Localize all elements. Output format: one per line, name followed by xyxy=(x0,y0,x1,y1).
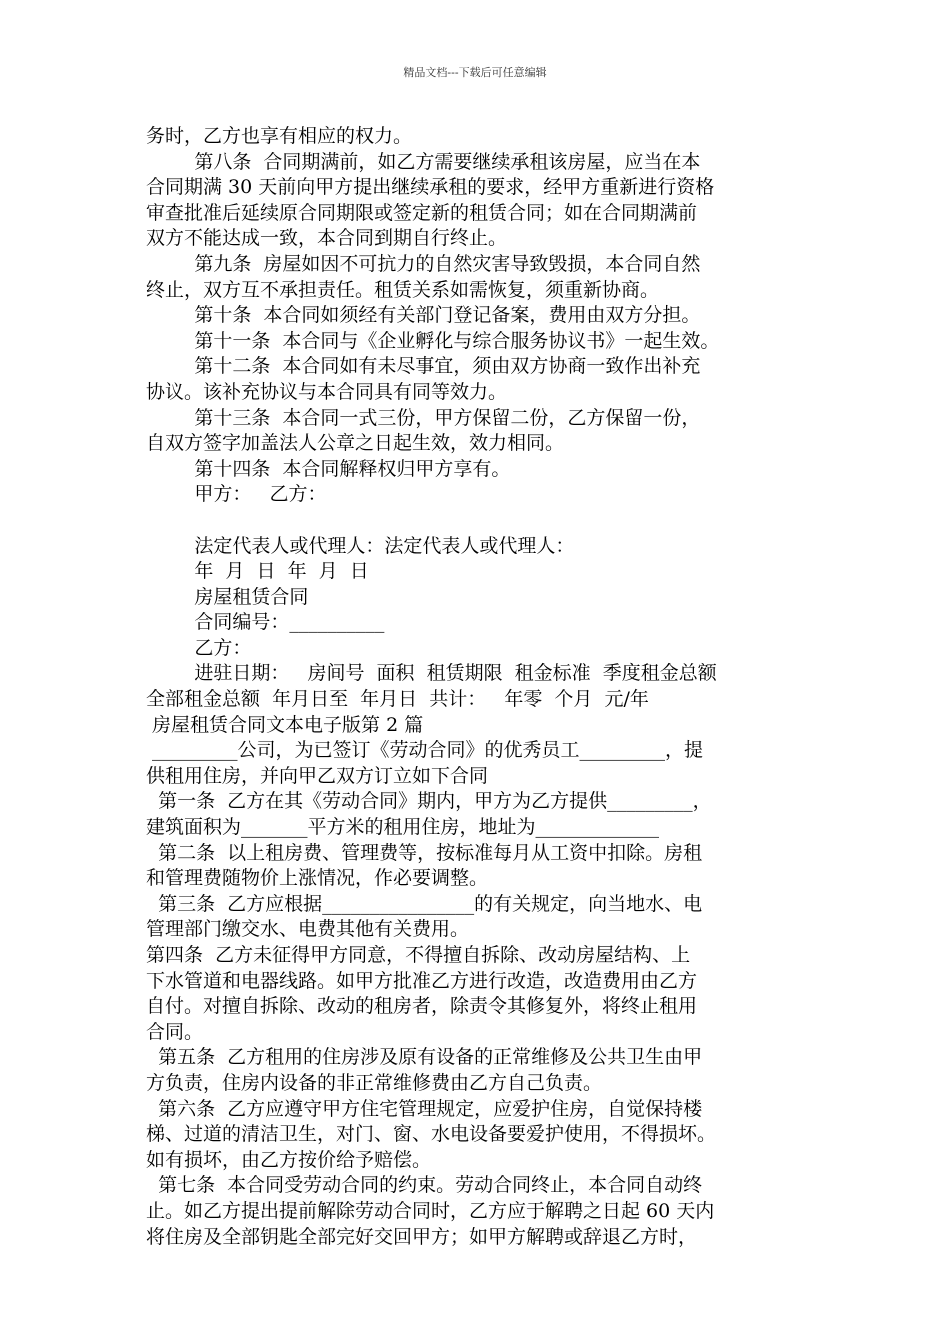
text-line: 第三条 乙方应根据________________的有关规定，向当地水、电 xyxy=(146,892,703,915)
text-line: 双方不能达成一致，本合同到期自行终止。 xyxy=(146,227,508,250)
text-line: 第十三条 本合同一式三份，甲方保留二份，乙方保留一份， xyxy=(146,406,701,429)
text-line: 法定代表人或代理人：法定代表人或代理人： xyxy=(146,534,575,557)
text-line: 房屋租赁合同文本电子版第 2 篇 xyxy=(146,713,424,736)
text-line: 管理部门缴交水、电费其他有关费用。 xyxy=(146,918,470,941)
text-line: 如有损坏，由乙方按价给予赔偿。 xyxy=(146,1148,432,1171)
text-line: 年 月 日 年 月 日 xyxy=(146,560,369,583)
text-line: 建筑面积为_______平方米的租用住房，地址为_____________ xyxy=(146,816,660,839)
text-line: 第二条 以上租房费、管理费等，按标准每月从工资中扣除。房租 xyxy=(146,841,703,864)
text-line: 自双方签字加盖法人公章之日起生效，效力相同。 xyxy=(146,432,565,455)
text-line: 止。如乙方提出提前解除劳动合同时，乙方应于解聘之日起 60 天内 xyxy=(146,1199,715,1222)
text-line: 第七条 本合同受劳动合同的约束。劳动合同终止，本合同自动终 xyxy=(146,1174,703,1197)
text-line: 合同编号：__________ xyxy=(146,611,385,634)
text-line: 第五条 乙方租用的住房涉及原有设备的正常维修及公共卫生由甲 xyxy=(146,1046,703,1069)
text-line: 和管理费随物价上涨情况，作必要调整。 xyxy=(146,867,489,890)
text-line: 梯、过道的清洁卫生，对门、窗、水电设备要爱护使用，不得损坏。 xyxy=(146,1123,717,1146)
text-line: 进驻日期： 房间号 面积 租赁期限 租金标准 季度租金总额 xyxy=(146,662,717,685)
text-line: 第十一条 本合同与《企业孵化与综合服务协议书》一起生效。 xyxy=(146,329,720,352)
text-line: 合同。 xyxy=(146,1020,204,1043)
text-line: 将住房及全部钥匙全部完好交回甲方；如甲方解聘或辞退乙方时， xyxy=(146,1225,698,1248)
text-line: 终止，双方互不承担责任。租赁关系如需恢复，须重新协商。 xyxy=(146,278,660,301)
text-line: 房屋租赁合同 xyxy=(146,585,309,608)
text-line: _________公司，为已签订《劳动合同》的优秀员工_________，提 xyxy=(146,739,704,762)
text-line: 第四条 乙方未征得甲方同意，不得擅自拆除、改动房屋结构、上 xyxy=(146,944,691,966)
text-line: 第十二条 本合同如有未尽事宜，须由双方协商一致作出补充 xyxy=(146,355,701,378)
text-line: 全部租金总额 年月日至 年月日 共计： 年零 个月 元/年 xyxy=(146,688,649,711)
document-body xyxy=(146,124,816,1250)
blank-line xyxy=(146,508,816,534)
text-line: 方负责，住房内设备的非正常维修费由乙方自己负责。 xyxy=(146,1071,603,1094)
text-line: 甲方： 乙方： xyxy=(146,483,327,506)
text-line: 第十条 本合同如须经有关部门登记备案，费用由双方分担。 xyxy=(146,304,701,327)
text-line: 第十四条 本合同解释权归甲方享有。 xyxy=(146,457,511,480)
text-line: 下水管道和电器线路。如甲方批准乙方进行改造，改造费用由乙方 xyxy=(146,969,698,992)
text-line: 协议。该补充协议与本合同具有同等效力。 xyxy=(146,380,508,403)
page-header: 精品文档---下载后可任意编辑 xyxy=(403,66,547,79)
text-line: 乙方： xyxy=(146,636,252,659)
text-line: 供租用住房，并向甲乙双方订立如下合同 xyxy=(146,764,489,787)
text-line: 第八条 合同期满前，如乙方需要继续承租该房屋，应当在本 xyxy=(146,150,701,173)
text-line: 第六条 乙方应遵守甲方住宅管理规定，应爱护住房，自觉保持楼 xyxy=(146,1097,703,1120)
text-line: 第一条 乙方在其《劳动合同》期内，甲方为乙方提供_________， xyxy=(146,790,712,813)
text-line: 合同期满 30 天前向甲方提出继续承租的要求，经甲方重新进行资格 xyxy=(146,176,715,199)
text-line: 自付。对擅自拆除、改动的租房者，除责令其修复外，将终止租用 xyxy=(146,995,698,1018)
text-line: 第九条 房屋如因不可抗力的自然灾害导致毁损，本合同自然 xyxy=(146,252,701,275)
text-line: 务时，乙方也享有相应的权力。 xyxy=(146,125,413,147)
text-line: 审查批准后延续原合同期限或签定新的租赁合同；如在合同期满前 xyxy=(146,201,698,224)
